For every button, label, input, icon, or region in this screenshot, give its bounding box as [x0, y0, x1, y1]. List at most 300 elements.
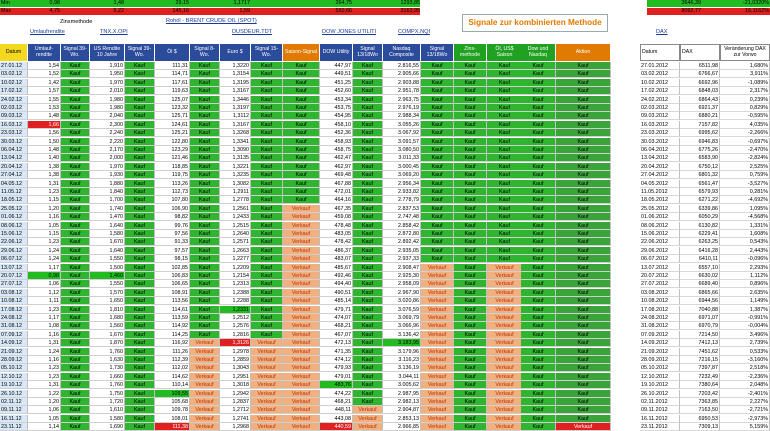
signal-cell: Kauf: [521, 255, 556, 263]
value-cell: 2.853,13: [383, 415, 421, 423]
date-cell: 21.09.12: [0, 348, 28, 356]
signal-cell: Verkauf: [487, 381, 523, 389]
signal-cell: Kauf: [556, 289, 611, 297]
signal-cell: Kauf: [454, 314, 487, 322]
value-cell: 121,46: [155, 154, 190, 162]
max-umlauf-cell: 4,75: [49, 8, 60, 14]
signal-cell: Kauf: [61, 339, 90, 347]
signal-cell: Kauf: [454, 364, 487, 372]
signal-cell: Verkauf: [421, 339, 454, 347]
value-cell: 109,78: [155, 406, 190, 414]
dow-link[interactable]: DOW JONES UTILITI: [322, 29, 377, 35]
signal-cell: Kauf: [125, 129, 155, 137]
signal-cell: Kauf: [521, 348, 556, 356]
signal-cell: Kauf: [283, 129, 320, 137]
signal-cell: Verkauf: [421, 415, 454, 423]
dax-value-cell: 6864,43: [680, 96, 720, 104]
signal-cell: Kauf: [190, 146, 220, 154]
value-cell: 111,38: [155, 423, 190, 431]
dax-date-cell: 27.04.2012: [640, 171, 680, 179]
value-cell: 114,71: [155, 70, 190, 78]
value-cell: 1,580: [90, 415, 125, 423]
value-cell: 1,3135: [220, 154, 251, 162]
value-cell: 2.933,82: [383, 188, 421, 196]
signal-cell: Verkauf: [487, 331, 523, 339]
signal-cell: Kauf: [353, 180, 383, 188]
value-cell: 485,14: [320, 297, 353, 305]
signal-cell: Verkauf: [283, 415, 320, 423]
value-cell: 2.816,55: [383, 62, 421, 70]
value-cell: 1,2951: [220, 373, 251, 381]
value-cell: 1,16: [28, 356, 61, 364]
signal-cell: Kauf: [556, 247, 611, 255]
date-cell: 06.04.12: [0, 146, 28, 154]
signal-cell: Kauf: [61, 415, 90, 423]
signal-cell: Kauf: [454, 264, 487, 272]
date-cell: 22.06.12: [0, 238, 28, 246]
signal-cell: Kauf: [190, 62, 220, 70]
value-cell: 1,2388: [220, 289, 251, 297]
dax-change-cell: 0,543%: [720, 238, 770, 246]
signal-cell: Kauf: [251, 171, 283, 179]
header-col-15: Öl, US$ Saison: [487, 44, 523, 61]
signal-cell: Verkauf: [421, 280, 454, 288]
header-col-11: Signal 13/18Wo: [353, 44, 383, 61]
signal-cell: Kauf: [61, 230, 90, 238]
signal-cell: Kauf: [521, 196, 556, 204]
date-cell: 31.08.12: [0, 322, 28, 330]
dax-change-cell: 1,680%: [720, 62, 770, 70]
signal-cell: Kauf: [125, 423, 155, 431]
signal-cell: Kauf: [454, 112, 487, 120]
date-cell: 27.04.12: [0, 171, 28, 179]
signal-cell: Kauf: [190, 138, 220, 146]
value-cell: 3.091,57: [383, 138, 421, 146]
value-cell: 106,90: [155, 205, 190, 213]
signal-cell: Kauf: [61, 154, 90, 162]
dax-change-cell: 4,035%: [720, 121, 770, 129]
brent-link[interactable]: Rohöl - BRENT CRUDE OIL (SPOT): [166, 18, 257, 24]
signal-cell: Kauf: [556, 406, 611, 414]
signal-cell: Kauf: [556, 196, 611, 204]
value-cell: 124,61: [155, 121, 190, 129]
value-cell: 458,10: [320, 121, 353, 129]
value-cell: 1,17: [28, 264, 61, 272]
dax-link[interactable]: DAX: [656, 29, 668, 35]
tnx-link[interactable]: TNX.X.OPI: [100, 29, 128, 35]
signal-cell: Kauf: [125, 339, 155, 347]
signal-cell: Kauf: [283, 79, 320, 87]
signal-cell: Kauf: [454, 297, 487, 305]
signal-cell: Kauf: [521, 247, 556, 255]
signal-cell: Kauf: [353, 390, 383, 398]
signal-cell: Kauf: [556, 339, 611, 347]
signal-cell: Kauf: [521, 238, 556, 246]
signal-cell: Kauf: [454, 306, 487, 314]
signal-cell: Kauf: [556, 104, 611, 112]
signal-cell: Kauf: [421, 213, 454, 221]
dax-value-cell: 7380,64: [680, 381, 720, 389]
dax-change-cell: -0,595%: [720, 112, 770, 120]
header-col-14: Zins-methode: [454, 44, 487, 61]
dax-change-cell: 3,496%: [720, 331, 770, 339]
signal-cell: Kauf: [61, 289, 90, 297]
signal-cell: Kauf: [353, 222, 383, 230]
value-cell: 1,31: [28, 180, 61, 188]
signal-cell: Kauf: [521, 70, 556, 78]
dax-header-value: DAX: [680, 44, 720, 61]
signal-cell: Verkauf: [421, 306, 454, 314]
dax-date-cell: 02.03.2012: [640, 104, 680, 112]
signal-cell: Kauf: [61, 87, 90, 95]
dax-value-cell: 7040,88: [680, 306, 720, 314]
min-tnx-cell: 1,48: [113, 0, 124, 6]
signal-cell: Kauf: [283, 104, 320, 112]
signal-cell: Kauf: [353, 104, 383, 112]
dax-date-cell: 21.09.2012: [640, 348, 680, 356]
signal-cell: Kauf: [283, 188, 320, 196]
dax-change-cell: -2,973%: [720, 415, 770, 423]
signal-cell: Kauf: [487, 79, 523, 87]
signal-cell: Kauf: [487, 196, 523, 204]
signal-cell: Verkauf: [283, 306, 320, 314]
signal-cell: Verkauf: [190, 373, 220, 381]
signal-cell: Kauf: [454, 255, 487, 263]
signal-cell: Kauf: [61, 406, 90, 414]
signal-cell: Kauf: [521, 272, 556, 280]
value-cell: 1,3268: [220, 129, 251, 137]
dax-change-cell: -3,160%: [720, 356, 770, 364]
signal-cell: Kauf: [454, 247, 487, 255]
dax-value-cell: 6557,10: [680, 264, 720, 272]
value-cell: 1,23: [28, 238, 61, 246]
signal-cell: Kauf: [421, 247, 454, 255]
signal-cell: Kauf: [190, 264, 220, 272]
signal-cell: Kauf: [454, 289, 487, 297]
signal-cell: Verkauf: [251, 415, 283, 423]
dax-change-cell: 5,159%: [720, 423, 770, 431]
min-euro-cell: 1,1717: [233, 0, 250, 6]
signal-cell: Kauf: [487, 104, 523, 112]
signal-cell: Verkauf: [283, 322, 320, 330]
value-cell: 0,98: [28, 272, 61, 280]
signal-cell: Kauf: [487, 213, 523, 221]
signal-cell: Verkauf: [421, 398, 454, 406]
dax-date-cell: 24.08.2012: [640, 314, 680, 322]
value-cell: 1,2571: [220, 238, 251, 246]
signal-cell: Kauf: [61, 297, 90, 305]
value-cell: 462,47: [320, 154, 353, 162]
signal-cell: Kauf: [353, 129, 383, 137]
header-col-9: Saison-Signal: [283, 44, 320, 61]
signal-cell: Verkauf: [487, 406, 523, 414]
value-cell: 474,07: [320, 314, 353, 322]
min-dow-cell: 264,75: [335, 0, 352, 6]
signal-cell: Verkauf: [421, 423, 454, 431]
signal-cell: Verkauf: [353, 406, 383, 414]
value-cell: 2.747,48: [383, 213, 421, 221]
dax-value-cell: 6971,07: [680, 314, 720, 322]
signal-cell: Kauf: [125, 264, 155, 272]
signal-cell: Kauf: [454, 62, 487, 70]
signal-cell: Kauf: [190, 104, 220, 112]
signal-cell: Verkauf: [487, 398, 523, 406]
signal-cell: Kauf: [521, 289, 556, 297]
dax-value-cell: 6880,21: [680, 112, 720, 120]
value-cell: 119,63: [155, 87, 190, 95]
value-cell: 110,14: [155, 381, 190, 389]
signal-cell: Verkauf: [283, 390, 320, 398]
nasdaq-link[interactable]: COMPX.NQI: [398, 29, 431, 35]
signal-cell: Kauf: [487, 62, 523, 70]
signal-cell: Kauf: [125, 196, 155, 204]
dax-date-cell: 14.09.2012: [640, 339, 680, 347]
dax-value-cell: 6130,82: [680, 222, 720, 230]
dax-change-cell: -2,266%: [720, 129, 770, 137]
signal-cell: Kauf: [454, 423, 487, 431]
signal-cell: Kauf: [190, 306, 220, 314]
value-cell: 1,570: [90, 289, 125, 297]
value-cell: 98,82: [155, 213, 190, 221]
value-cell: 108,01: [155, 415, 190, 423]
signal-cell: Kauf: [190, 112, 220, 120]
signal-cell: Kauf: [556, 331, 611, 339]
signal-cell: Kauf: [61, 348, 90, 356]
signal-cell: Kauf: [556, 272, 611, 280]
signal-cell: Kauf: [353, 272, 383, 280]
dax-change-cell: -1,089%: [720, 79, 770, 87]
signal-cell: Kauf: [283, 96, 320, 104]
header-col-7: Euro $: [220, 44, 251, 61]
signal-cell: Kauf: [521, 322, 556, 330]
signal-cell: Kauf: [283, 87, 320, 95]
dax-change-cell: 2,048%: [720, 381, 770, 389]
signal-cell: Verkauf: [283, 272, 320, 280]
signal-cell: Kauf: [61, 322, 90, 330]
value-cell: 105,68: [155, 398, 190, 406]
dax-value-cell: 6995,62: [680, 129, 720, 137]
value-cell: 1,23: [28, 364, 61, 372]
signal-cell: Kauf: [353, 171, 383, 179]
signal-cell: Kauf: [487, 96, 523, 104]
dax-change-cell: -2,721%: [720, 406, 770, 414]
value-cell: 1,2277: [220, 255, 251, 263]
signal-cell: Kauf: [487, 70, 523, 78]
signal-cell: Verkauf: [251, 356, 283, 364]
value-cell: 109,55: [155, 390, 190, 398]
signal-cell: Kauf: [353, 280, 383, 288]
signal-cell: Kauf: [421, 146, 454, 154]
signal-cell: Verkauf: [487, 373, 523, 381]
signal-cell: Kauf: [190, 280, 220, 288]
date-cell: 24.08.12: [0, 314, 28, 322]
date-cell: 20.04.12: [0, 163, 28, 171]
value-cell: 2,010: [90, 87, 125, 95]
dusdeur-link[interactable]: DUSDEUR.TDT: [232, 29, 273, 35]
signal-cell: Kauf: [487, 188, 523, 196]
dax-date-cell: 12.10.2012: [640, 373, 680, 381]
dax-change-cell: 1,331%: [720, 222, 770, 230]
value-cell: 452,60: [320, 87, 353, 95]
signal-cell: Kauf: [251, 238, 283, 246]
signal-cell: Kauf: [454, 381, 487, 389]
value-cell: 2.837,53: [383, 205, 421, 213]
value-cell: 1,610: [90, 406, 125, 414]
signal-cell: Kauf: [556, 138, 611, 146]
value-cell: 3.067,92: [383, 129, 421, 137]
dax-date-cell: 23.11.2012: [640, 423, 680, 431]
value-cell: 1,52: [28, 70, 61, 78]
signal-cell: Kauf: [454, 171, 487, 179]
signal-cell: Kauf: [353, 255, 383, 263]
signal-cell: Kauf: [454, 230, 487, 238]
date-cell: 26.10.12: [0, 390, 28, 398]
date-cell: 10.02.12: [0, 79, 28, 87]
value-cell: 1,640: [90, 222, 125, 230]
value-cell: 1,550: [90, 280, 125, 288]
signal-cell: Verkauf: [487, 306, 523, 314]
value-cell: 3.055,26: [383, 121, 421, 129]
signal-cell: Kauf: [251, 154, 283, 162]
signal-cell: Verkauf: [283, 339, 320, 347]
signal-cell: Kauf: [353, 70, 383, 78]
signal-cell: Kauf: [61, 390, 90, 398]
value-cell: 1,760: [90, 381, 125, 389]
dax-date-cell: 24.02.2012: [640, 96, 680, 104]
signal-cell: Kauf: [353, 87, 383, 95]
signal-cell: Kauf: [61, 104, 90, 112]
signal-cell: Verkauf: [283, 364, 320, 372]
value-cell: 448,11: [320, 406, 353, 414]
signal-cell: Kauf: [556, 373, 611, 381]
signal-cell: Kauf: [61, 112, 90, 120]
signal-cell: Kauf: [125, 373, 155, 381]
signal-cell: Kauf: [521, 171, 556, 179]
signal-cell: Kauf: [353, 213, 383, 221]
max-euro-cell: 1,59: [239, 8, 250, 14]
signal-cell: Verkauf: [190, 364, 220, 372]
signal-cell: Kauf: [251, 188, 283, 196]
signal-cell: Kauf: [61, 205, 90, 213]
value-cell: 1,06: [28, 406, 61, 414]
signal-cell: Kauf: [521, 146, 556, 154]
min-label-cell: Min: [1, 0, 10, 6]
dax-change-cell: 2,317%: [720, 87, 770, 95]
dax-date-cell: 03.02.2012: [640, 70, 680, 78]
signal-cell: Kauf: [521, 306, 556, 314]
signal-cell: Kauf: [421, 112, 454, 120]
signal-cell: Kauf: [190, 331, 220, 339]
signal-cell: Kauf: [353, 289, 383, 297]
signal-cell: Kauf: [251, 247, 283, 255]
dax-value-cell: 7451,62: [680, 348, 720, 356]
header-col-1: Umlauf-rendite: [28, 44, 61, 61]
signal-cell: Verkauf: [283, 289, 320, 297]
value-cell: 2.905,66: [383, 70, 421, 78]
date-cell: 24.02.12: [0, 96, 28, 104]
value-cell: 118,85: [155, 163, 190, 171]
signal-cell: Kauf: [521, 314, 556, 322]
value-cell: 1,730: [90, 364, 125, 372]
date-cell: 16.11.12: [0, 415, 28, 423]
value-cell: 1,2778: [220, 196, 251, 204]
value-cell: 99,76: [155, 222, 190, 230]
signal-cell: Kauf: [454, 87, 487, 95]
value-cell: 1,08: [28, 322, 61, 330]
signal-cell: Kauf: [556, 280, 611, 288]
signal-cell: Kauf: [487, 154, 523, 162]
signal-cell: Verkauf: [487, 314, 523, 322]
value-cell: 1,3197: [220, 104, 251, 112]
signal-cell: Kauf: [521, 356, 556, 364]
signal-cell: Verkauf: [487, 297, 523, 305]
signal-cell: Kauf: [556, 390, 611, 398]
value-cell: 472,13: [320, 339, 353, 347]
value-cell: 468,21: [320, 322, 353, 330]
signal-cell: Kauf: [487, 129, 523, 137]
signal-cell: Kauf: [454, 222, 487, 230]
signal-cell: Verkauf: [421, 356, 454, 364]
value-cell: 2.935,05: [383, 247, 421, 255]
dax-value-cell: 6561,47: [680, 180, 720, 188]
value-cell: 1,14: [28, 423, 61, 431]
signal-cell: Kauf: [353, 264, 383, 272]
date-cell: 17.08.12: [0, 306, 28, 314]
signal-cell: Kauf: [556, 188, 611, 196]
value-cell: 3.069,79: [383, 314, 421, 322]
signal-cell: Verkauf: [283, 222, 320, 230]
value-cell: 1,580: [90, 230, 125, 238]
signal-cell: Kauf: [353, 79, 383, 87]
umlaufrendite-link[interactable]: Umlaufrendite: [30, 29, 65, 35]
signal-cell: Kauf: [61, 381, 90, 389]
value-cell: 453,34: [320, 96, 353, 104]
value-cell: 1,670: [90, 238, 125, 246]
signal-cell: Kauf: [125, 112, 155, 120]
dax-value-cell: 6410,11: [680, 255, 720, 263]
value-cell: 1,950: [90, 70, 125, 78]
signal-cell: Kauf: [353, 306, 383, 314]
value-cell: 123,32: [155, 104, 190, 112]
value-cell: 2.967,90: [383, 289, 421, 297]
signal-cell: Kauf: [125, 213, 155, 221]
value-cell: 1,760: [90, 348, 125, 356]
date-cell: 14.09.12: [0, 339, 28, 347]
value-cell: 485,67: [320, 264, 353, 272]
value-cell: 494,40: [320, 280, 353, 288]
value-cell: 1,54: [28, 62, 61, 70]
value-cell: 1,31: [28, 339, 61, 347]
signal-cell: Kauf: [353, 163, 383, 171]
signal-cell: Kauf: [353, 238, 383, 246]
value-cell: 1,2209: [220, 264, 251, 272]
signal-cell: Kauf: [353, 373, 383, 381]
dax-date-cell: 27.07.2012: [640, 280, 680, 288]
dax-change-cell: 1,387%: [720, 306, 770, 314]
signal-cell: Kauf: [556, 163, 611, 171]
signal-cell: Kauf: [353, 297, 383, 305]
value-cell: 458,93: [320, 138, 353, 146]
value-cell: 2.987,95: [383, 390, 421, 398]
dax-date-cell: 01.06.2012: [640, 213, 680, 221]
dax-change-cell: -0,991%: [720, 314, 770, 322]
value-cell: 2.988,34: [383, 112, 421, 120]
signal-cell: Verkauf: [251, 398, 283, 406]
header-col-6: Signal 8-Wo.: [190, 44, 220, 61]
signal-cell: Kauf: [556, 230, 611, 238]
date-cell: 13.07.12: [0, 264, 28, 272]
value-cell: 1,48: [28, 112, 61, 120]
